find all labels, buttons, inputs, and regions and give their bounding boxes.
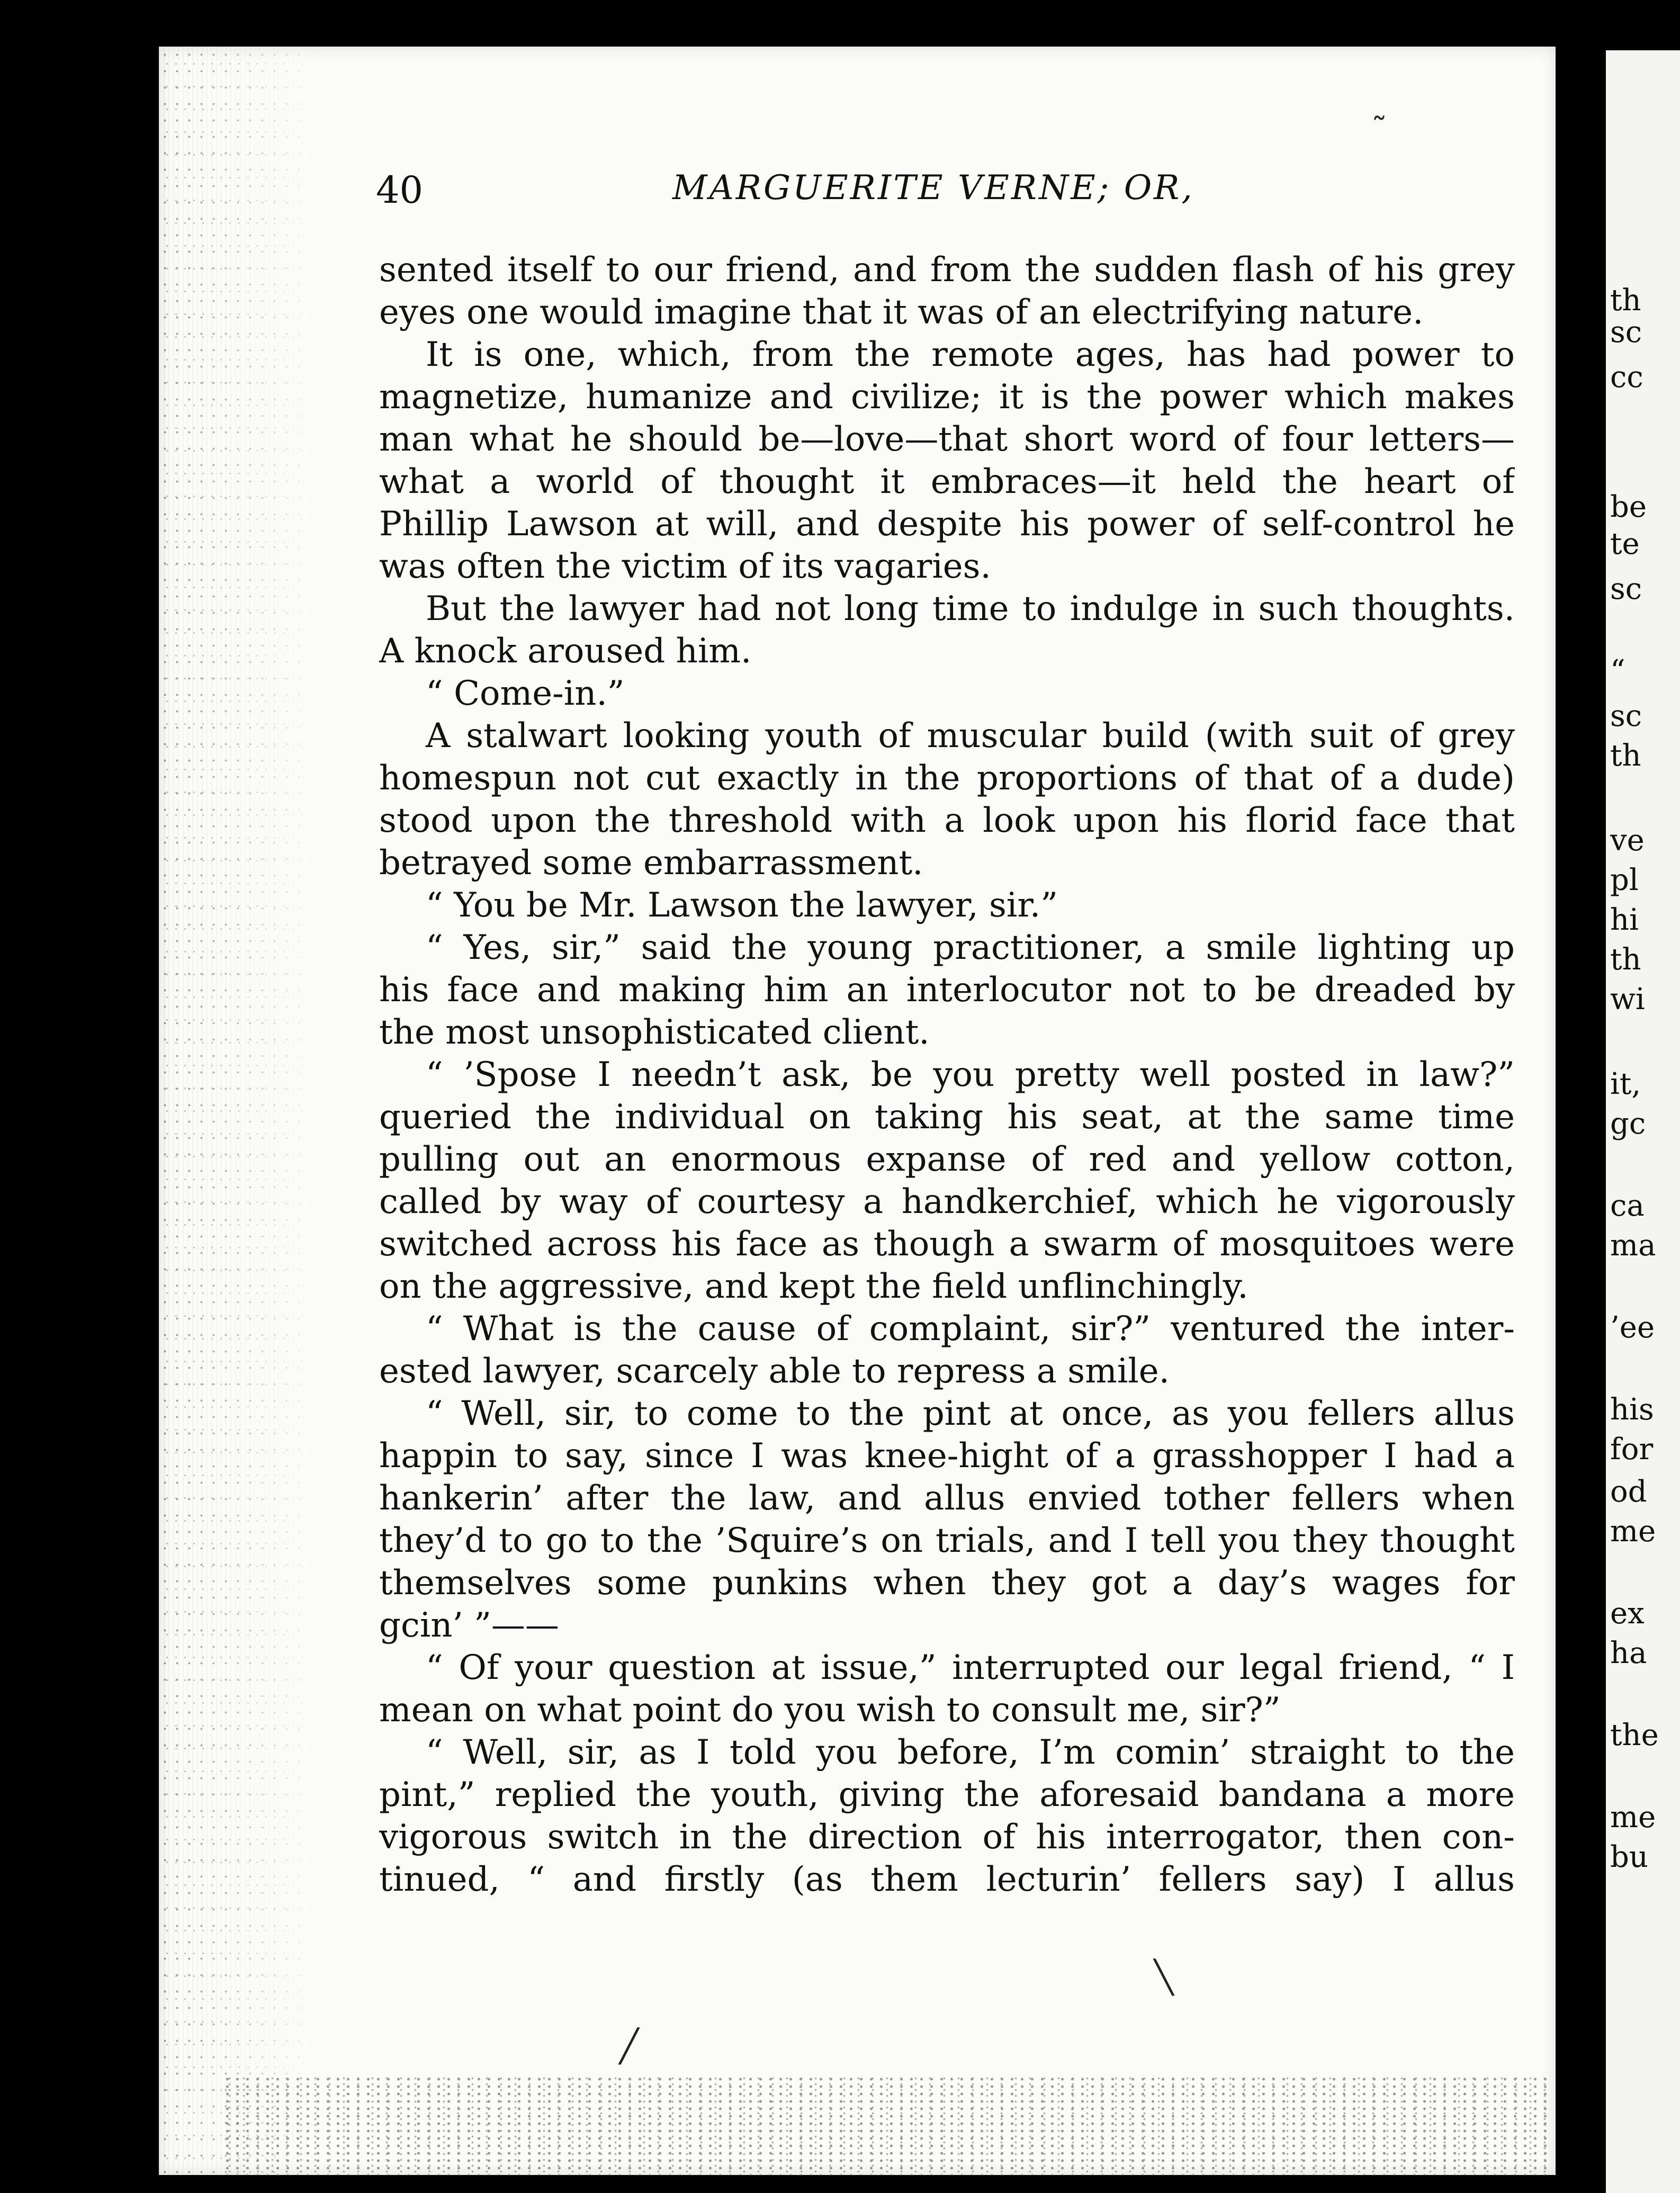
book-spine-shadow — [1556, 0, 1606, 2193]
adjacent-page-fragment: cc — [1610, 360, 1643, 394]
adjacent-page-fragment: sc — [1610, 315, 1642, 349]
stray-ink-mark: ˷ — [1371, 85, 1387, 122]
adjacent-page-fragment: his — [1610, 1392, 1654, 1427]
text-line: betrayed some embarrassment. — [379, 843, 923, 883]
adjacent-page-fragment: th — [1610, 942, 1641, 977]
adjacent-page-fragment: “ — [1610, 654, 1625, 688]
text-line: on the aggressive, and kept the field unflinchingly. — [379, 1267, 1248, 1306]
text-line: gcin’ ”—— — [379, 1606, 559, 1645]
running-title: MARGUERITE VERNE; OR, — [672, 168, 1194, 208]
text-line: pulling out an enormous expanse of red and yellow cotton, — [379, 1140, 1515, 1179]
text-line: queried the individual on taking his seat, at the same time — [379, 1098, 1515, 1137]
adjacent-page-fragment: the — [1610, 1718, 1659, 1752]
adjacent-page-fragment: sc — [1610, 699, 1642, 733]
page-body-text — [379, 249, 1515, 1901]
text-line: eyes one would imagine that it was of an electrifying nature. — [379, 293, 1424, 332]
page-bottom-speckle — [222, 2075, 1551, 2176]
text-line: themselves some punkins when they got a day’s wages for — [379, 1563, 1515, 1603]
text-line: stood upon the threshold with a look upon his florid face that — [379, 801, 1515, 840]
adjacent-page-fragment: ’ee — [1610, 1310, 1655, 1345]
stray-ink-mark: ╱ — [619, 2028, 639, 2065]
text-line: happin to say, since I was knee-hight of a grasshopper I had a — [379, 1436, 1515, 1476]
text-line: “ Yes, sir,” said the young practitioner, a smile lighting up — [426, 928, 1515, 967]
adjacent-page-fragment: me — [1610, 1514, 1656, 1549]
adjacent-page-fragment: sc — [1610, 572, 1642, 606]
text-line: man what he should be—love—that short word of four letters— — [379, 420, 1515, 459]
text-line: “ ’Spose I needn’t ask, be you pretty well posted in law?” — [426, 1055, 1515, 1094]
scan-top-border — [0, 0, 1680, 50]
text-line: was often the victim of its vagaries. — [379, 547, 991, 586]
text-line: homespun not cut exactly in the proportions of that of a dude) — [379, 759, 1515, 798]
text-line: they’d to go to the ’Squire’s on trials, and I tell you they thought — [379, 1521, 1515, 1560]
adjacent-page-fragment: it, — [1610, 1067, 1641, 1101]
adjacent-page-fragment: ex — [1610, 1596, 1645, 1631]
text-line: vigorous switch in the direction of his interrogator, then con- — [379, 1818, 1515, 1857]
text-line: hankerin’ after the law, and allus envied tother fellers when — [379, 1479, 1515, 1518]
text-line: sented itself to our friend, and from the sudden flash of his grey — [379, 250, 1515, 290]
adjacent-page-fragment: pl — [1610, 863, 1639, 897]
text-line: his face and making him an interlocutor not to be dreaded by — [379, 970, 1515, 1010]
adjacent-page-fragment: te — [1610, 527, 1640, 561]
text-line: “ Come-in.” — [426, 674, 625, 713]
text-line: But the lawyer had not long time to indulge in such thoughts. — [426, 589, 1515, 628]
text-line: A stalwart looking youth of muscular build (with suit of grey — [426, 716, 1515, 756]
adjacent-page-fragment: ve — [1610, 823, 1645, 858]
text-line: the most unsophisticated client. — [379, 1013, 930, 1052]
text-line: ested lawyer, scarcely able to repress a smile. — [379, 1352, 1170, 1391]
text-line: called by way of courtesy a handkerchief, which he vigorously — [379, 1182, 1515, 1221]
adjacent-page-fragment: me — [1610, 1800, 1656, 1835]
text-line: tinued, “ and firstly (as them lecturin’ fellers say) I allus — [379, 1860, 1515, 1899]
adjacent-page-fragment: bu — [1610, 1840, 1648, 1874]
text-line: mean on what point do you wish to consult me, sir?” — [379, 1691, 1281, 1730]
page-number: 40 — [376, 168, 424, 212]
text-line: what a world of thought it embraces—it held the heart of — [379, 462, 1515, 501]
text-line: “ Well, sir, as I told you before, I’m comin’ straight to the — [426, 1733, 1515, 1772]
text-line: “ Well, sir, to come to the pint at once, as you fellers allus — [426, 1394, 1515, 1433]
text-line: switched across his face as though a swarm of mosquitoes were — [379, 1225, 1515, 1264]
text-line: “ What is the cause of complaint, sir?” ventured the inter- — [426, 1309, 1515, 1349]
adjacent-page-fragment: th — [1610, 283, 1641, 318]
adjacent-page-fragment: ma — [1610, 1228, 1656, 1263]
adjacent-page-fragment: be — [1610, 490, 1647, 524]
adjacent-page-fragment: for — [1610, 1432, 1654, 1467]
text-line: It is one, which, from the remote ages, has had power to — [426, 335, 1515, 374]
adjacent-page-fragment: wi — [1610, 982, 1645, 1017]
adjacent-page-fragment: gc — [1610, 1107, 1646, 1141]
text-line: A knock aroused him. — [379, 632, 752, 671]
adjacent-page-fragment: th — [1610, 739, 1641, 773]
adjacent-page-strip — [1606, 50, 1680, 2193]
adjacent-page-fragment: ha — [1610, 1636, 1647, 1670]
stray-ink-mark: ╲ — [1154, 1959, 1174, 1996]
text-line: “ Of your question at issue,” interrupted our legal friend, “ I — [426, 1648, 1515, 1687]
text-line: magnetize, humanize and civilize; it is the power which makes — [379, 378, 1515, 417]
adjacent-page-fragment: od — [1610, 1475, 1647, 1509]
adjacent-page-fragment: hi — [1610, 903, 1639, 937]
adjacent-page-fragment: ca — [1610, 1189, 1645, 1223]
text-line: pint,” replied the youth, giving the aforesaid bandana a more — [379, 1775, 1515, 1814]
page-gutter-speckle — [159, 47, 318, 2175]
text-line: Phillip Lawson at will, and despite his power of self-control he — [379, 505, 1515, 544]
text-line: “ You be Mr. Lawson the lawyer, sir.” — [426, 886, 1058, 925]
